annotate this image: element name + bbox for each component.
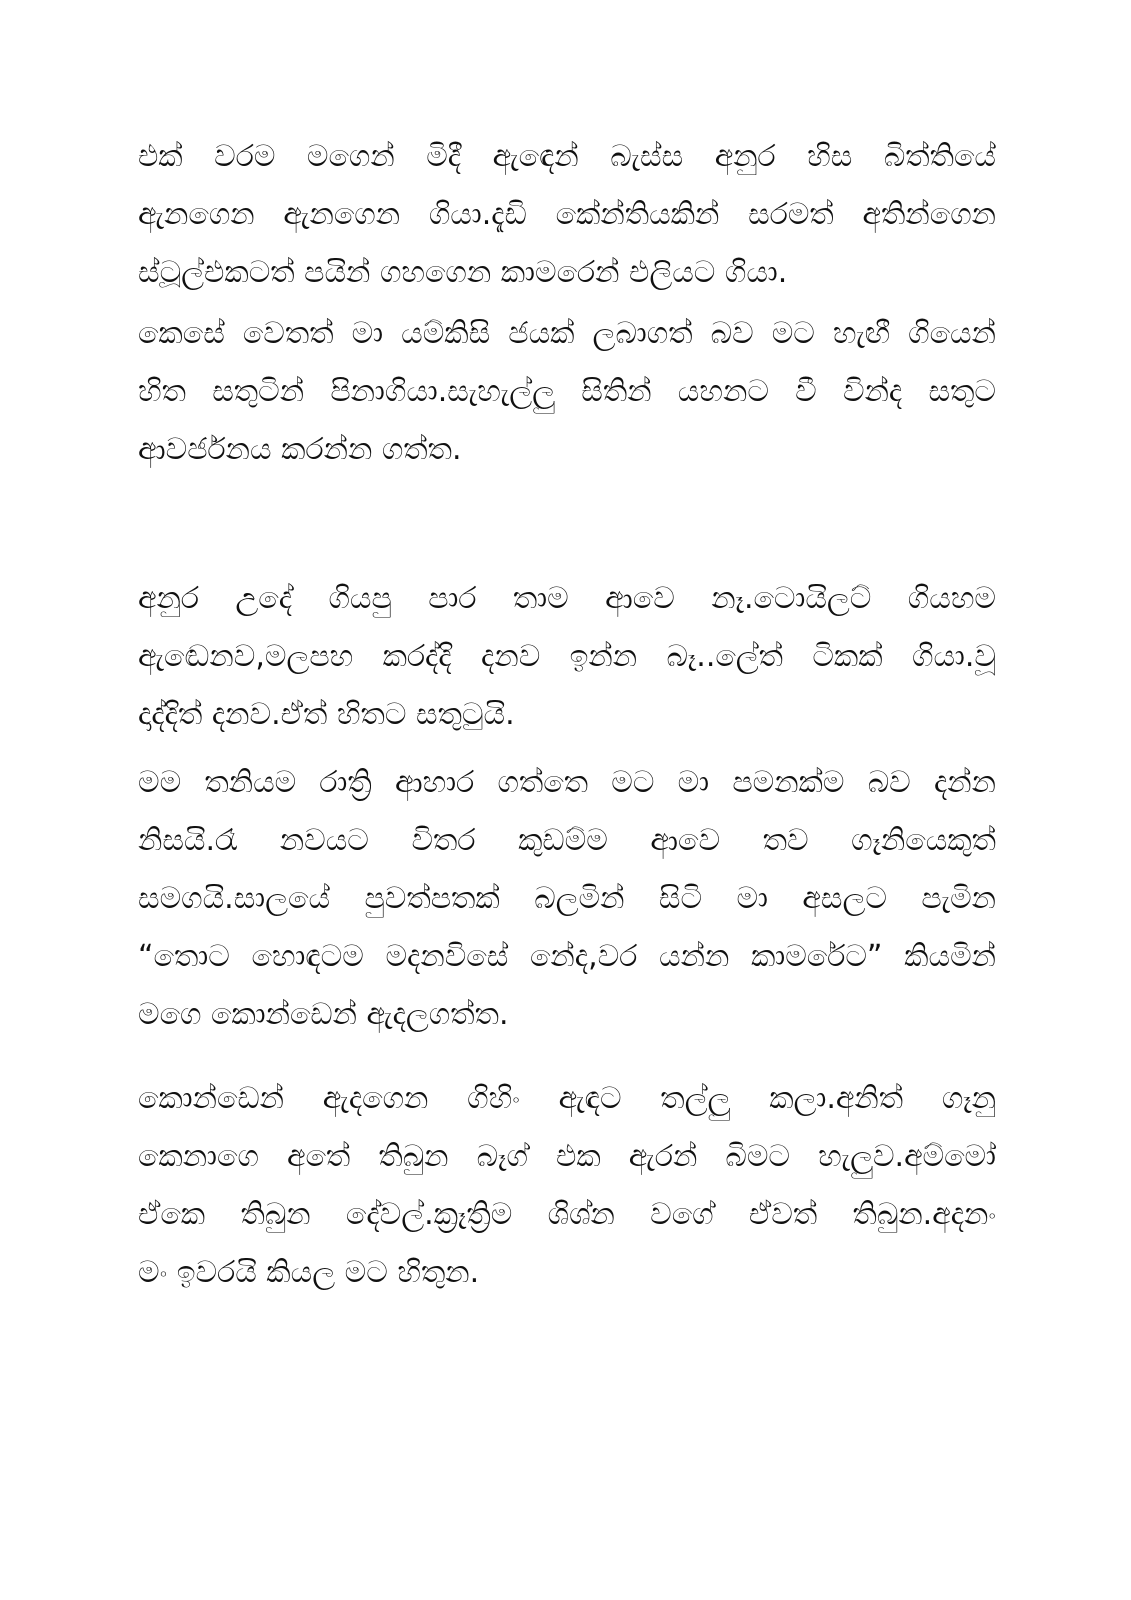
paragraph-3 [138, 570, 996, 744]
text-line: “තොට හොඳටම මදනවිසේ නේද,වර යන්න කාමරේට” කියමින් [138, 939, 996, 974]
text-line: එක් වරම මගෙන් මිදී ඇඳෙන් බැස්ස අනුර හිස බිත්තියේ [138, 139, 996, 174]
text-line: නිසයි.රෑ නවයට විතර කුඩම්ම ආවෙ තව ගෑනියෙකුත් [138, 823, 996, 858]
text-line: ආවර්ජනය කරන්න ගත්ත. [138, 432, 462, 467]
paragraph-2 [138, 305, 996, 479]
paragraph-5 [138, 1070, 996, 1302]
text-line: හිත සතුටින් පිනාගියා.සැහැල්ලු සිතින් යහනට වී වින්ද සතුට [138, 374, 996, 409]
text-line: කෙසේ වෙතත් මා යම්කිසි ජයක් ලබාගත් බව මට හැඟී ගියෙන් [138, 316, 996, 351]
paragraph-1 [138, 128, 996, 302]
text-line: දාද්දිත් දනව.ඒත් හිතට සතුටුයි. [138, 697, 515, 732]
text-line: මම තනියම රාත්‍රි ආහාර ගත්තෙ මට මා පමනක්ම බව දන්න [138, 765, 996, 800]
text-line: ස්ටූල්එකටත් පයින් ගහගෙන කාමරෙන් එලියට ගියා. [138, 255, 788, 290]
text-line: අනුර උදේ ගියපු පාර තාම ආවෙ නෑ.ටොයිලට් ගියහම [138, 581, 996, 616]
text-line: කෙනාගෙ අතේ තිබුන බෑග් එක ඇරන් බිමට හැලුව.අම්මෝ [138, 1139, 996, 1174]
text-line: ඇනගෙන ඇනගෙන ගියා.දැඩි කේන්තියකින් සරමත් අතින්ගෙන [138, 197, 996, 232]
text-line: මගෙ කොන්ඩෙන් ඇදලගත්ත. [138, 997, 509, 1032]
text-line: ඇඬෙනව,මලපහ කරද්දි දනව ඉන්න බෑ..ලේත් ටිකක් ගියා.වූ [138, 639, 996, 674]
text-line: කොන්ඩෙන් ඇදගෙන ගිහිං ඇඳට තල්ලු කලා.අනිත් ගෑනු [138, 1081, 996, 1116]
text-line: මං ඉවරයි කියල මට හිතුන. [138, 1255, 480, 1290]
text-line: සමගයි.සාලයේ පුවත්පතක් බලමින් සිටි මා අසලට පැමින [138, 881, 996, 916]
text-line: ඒකෙ තිබුන දේවල්.ක්‍රෑත්‍රිම ශිශ්න වගේ ඒවත් තිබුන.අදනං [138, 1197, 996, 1232]
paragraph-4 [138, 754, 996, 1044]
